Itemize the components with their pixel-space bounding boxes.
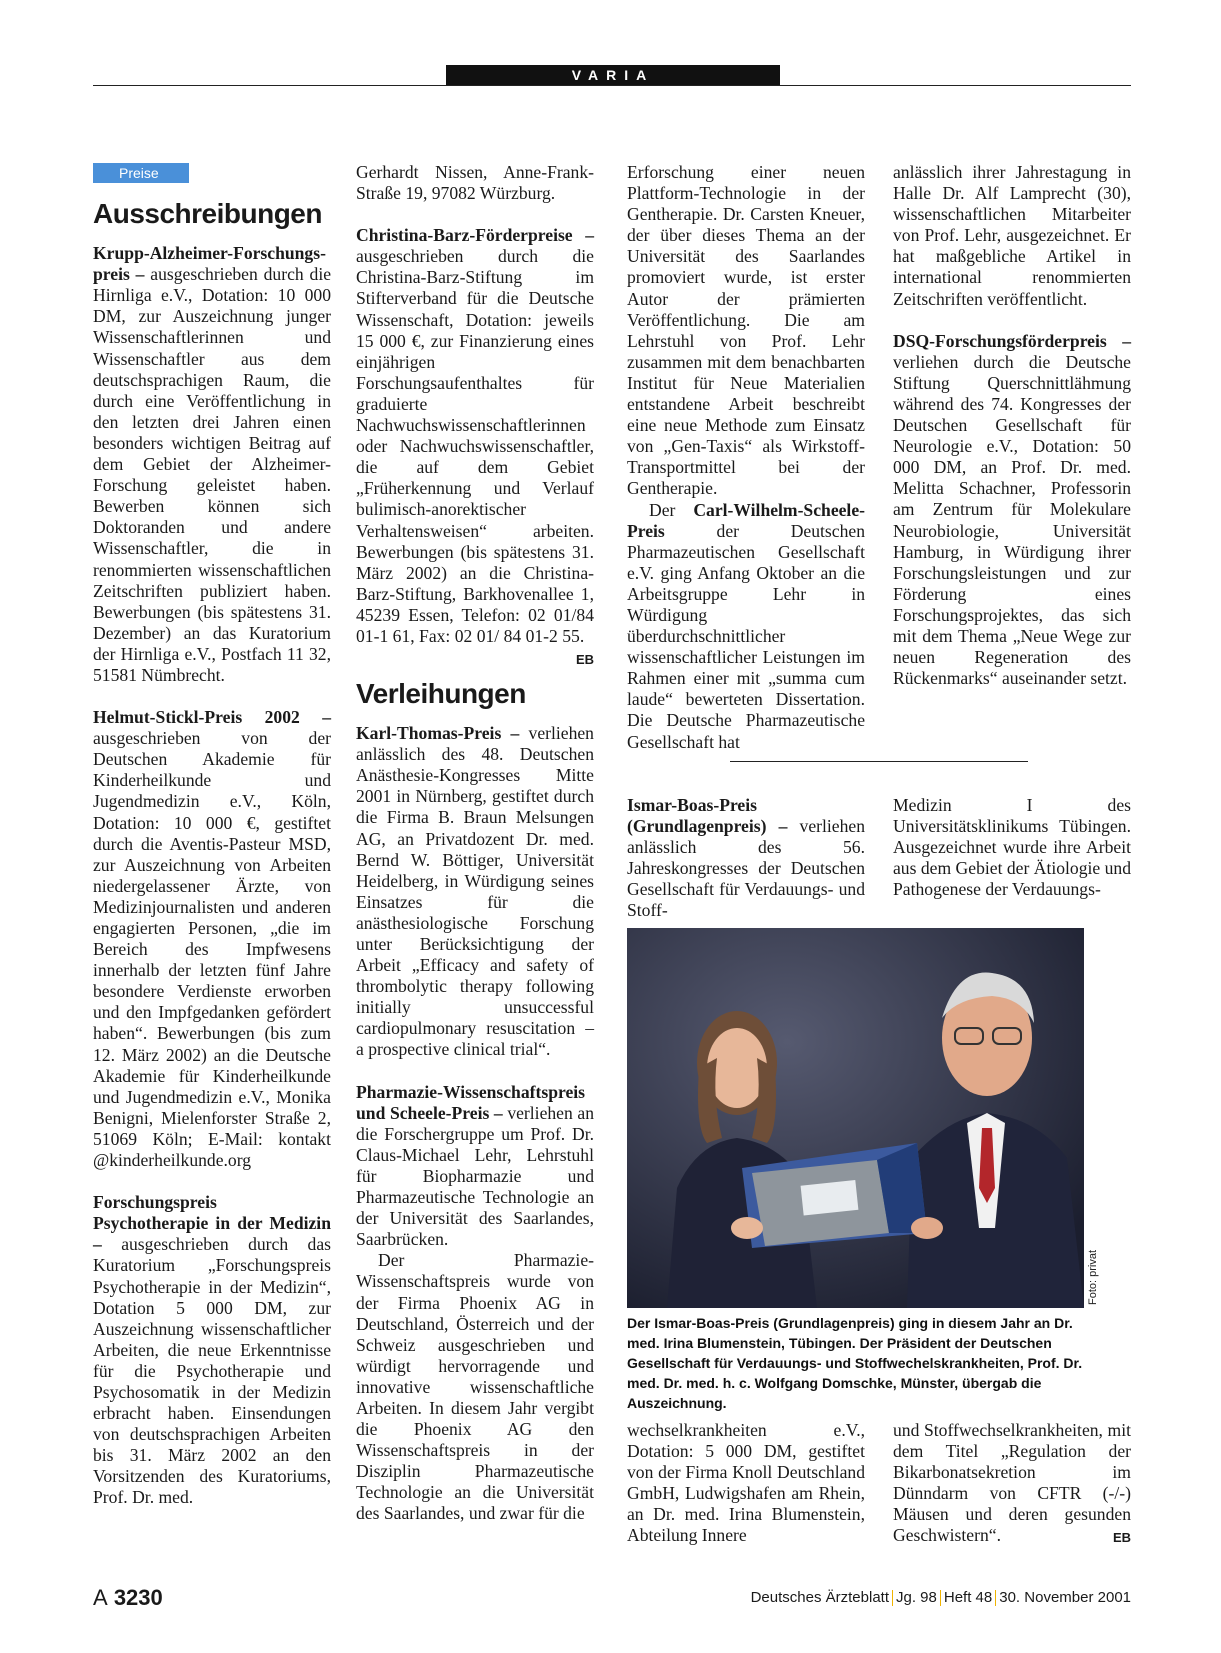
article-psychotherapie xyxy=(93,1192,331,1508)
award-photo xyxy=(627,928,1084,1308)
author-signature: EB xyxy=(1112,1530,1131,1546)
heading-verleihungen: Verleihungen xyxy=(356,678,526,710)
section-divider xyxy=(730,761,1028,762)
separator xyxy=(892,1590,893,1606)
article-text: verliehen durch die Deutsche Stiftung Querschnittlähmung während des 74. Kongresses der Deutschen Gesellschaft für Neurologie e.V., Dotation: 50 000 DM, an Prof. Dr. med. Melitta Schachner, Professorin am Zentrum für Molekulare Neurobiologie, Universität Hamburg, in Würdigung ihrer Forschungsleistungen und zur Förderung eines Forschungsprojektes, das sich mit dem Thema „Neue Wege zur neuen Regeneration des Rückenmarks“ auseinander setzt. xyxy=(893,351,1131,689)
article-karl-thomas xyxy=(356,723,594,1061)
article-text: ausgeschrieben durch die Hirnliga e.V., Dotation: 10 000 DM, zur Auszeichnung junger Wissenschaftlerinnen und Wissenschaftler aus dem deutschsprachigen Raum, die durch eine Veröffentlichung in den letzten drei Jahren einen besonders wichtigen Beitrag auf dem Gebiet der Alzheimer-Forschung geleistet haben. Bewerben können sich Doktoranden und andere Wissenschaftler, die in renommierten wissenschaftlichen Zeitschriften publiziert haben. Bewerbungen (bis spätestens 31. Dezember) an das Kuratorium der Hirnliga e.V., Postfach 11 32, 51581 Nümbrecht. xyxy=(93,264,332,685)
page-num: 3230 xyxy=(113,1585,163,1610)
column-2 xyxy=(356,162,594,1525)
article-continuation xyxy=(893,1420,1131,1547)
photo-credit: Foto: privat xyxy=(1087,1249,1099,1305)
column-4-bottom xyxy=(893,1420,1131,1549)
article-continuation: anlässlich ihrer Jahrestagung in Halle Dr. Alf Lamprecht (30), wissenschaftlichen Mitarbeiter von Prof. Lehr, ausgezeichnet. Er hat maßgebliche Artikel in international renommierten Zeitschriften veröffentlicht. xyxy=(893,162,1131,309)
article-title: Krupp-Alzheimer-Forschungspreis – xyxy=(93,243,326,285)
article-title: Forschungspreis Psychotherapie in der Medizin – xyxy=(93,1192,331,1255)
article-title: Helmut-Stickl-Preis 2002 – xyxy=(93,707,331,728)
article-title: DSQ-Forschungsförderpreis – xyxy=(893,330,1131,351)
photo-caption: Der Ismar-Boas-Preis (Grundlagenpreis) ging in diesem Jahr an Dr. med. Irina Blumenstein, Tübingen. Der Präsident der Deutschen Gesellschaft für Verdauungs- und Stoffwechelskrankheiten, Prof. Dr. med. Dr. med. h. c. Wolfgang Domschke, Münster, übergab die Auszeichnung. xyxy=(627,1315,1083,1411)
category-tag: Preise xyxy=(93,163,189,183)
article-text: ausgeschrieben durch das Kuratorium „Forschungspreis Psychotherapie in der Medizin“, Dotation 5 000 DM, zur Auszeichnung wissenschaftlicher Arbeiten, die neue Erkenntnisse für die Psychotherapie und Psychosomatik in der Medizin erbracht haben. Einsendungen von deutschsprachigen Arbeiten bis 31. März 2002 an den Vorsitzenden des Kuratoriums, Prof. Dr. med. xyxy=(93,1234,331,1508)
heading-ausschreibungen: Ausschreibungen xyxy=(93,198,322,230)
issue-date: 30. November 2001 xyxy=(999,1589,1131,1606)
article-barz xyxy=(356,225,594,668)
article-text: verliehen an die Forschergruppe um Prof. Dr. Claus-Michael Lehr, Lehrstuhl für Biopharmazie und Pharmazeutische Technologie an der Universität des Saarlandes, Saarbrücken. xyxy=(356,1102,594,1250)
article-text: verliehen anlässlich des 48. Deutschen Anästhesie-Kongresses Mitte 2001 in Nürnberg, gestiftet durch die Firma B. Braun Melsungen AG, an Privatdozent Dr. med. Bernd W. Böttiger, Universität Heidelberg, in Würdigung seines Einsatzes für die anästhesiologische Forschung unter Berücksichtigung der Arbeit „Efficacy and safety of thrombolytic therapy following initially unsuccessful cardiopulmonary resuscitation – a prospective clinical trial“. xyxy=(356,723,594,1060)
separator xyxy=(940,1590,941,1606)
journal-name: Deutsches Ärzteblatt xyxy=(750,1589,889,1606)
column-1 xyxy=(93,162,331,1509)
article-dsq xyxy=(893,331,1131,690)
article-stickl xyxy=(93,707,331,1171)
article-pharmazie xyxy=(356,1082,594,1251)
article-pharmazie-cont: Der Pharmazie-Wissenschaftspreis wurde von der Firma Phoenix AG in Deutschland, Österreich und der Schweiz ausgeschrieben und würdigt hervorragende und innovative wissenschaftliche Arbeiten. In diesem Jahr vergibt die Phoenix AG den Wissenschaftspreis in der Disziplin Pharmazeutische Technologie an die Universität des Saarlandes, und zwar für die xyxy=(356,1250,594,1524)
article-title: Christina-Barz-Förderpreise – xyxy=(356,225,594,246)
article-continuation: wechselkrankheiten e.V., Dotation: 5 000 DM, gestiftet von der Firma Knoll Deutschland GmbH, Ludwigshafen am Rhein, an Dr. med. Irina Blumenstein, Abteilung Innere xyxy=(627,1420,865,1546)
header-rule xyxy=(93,85,1131,86)
article-text: der Deutschen Pharmazeutischen Gesellschaft e.V. ging Anfang Oktober an die Arbeitsgruppe Lehr in Würdigung überdurchschnittlicher wissenschaftlicher Leistungen im Rahmen einer mit „summa cum laude“ bewerteten Dissertation. Die Deutsche Pharmazeutische Gesellschaft hat xyxy=(627,520,865,752)
column-3 xyxy=(627,162,865,753)
article-title: Pharmazie-Wissenschaftspreis und Scheele-Preis – xyxy=(356,1081,586,1123)
article-text: verliehen anlässlich des 56. Jahreskongresses der Deutschen Gesellschaft für Verdauungs- und Stoff- xyxy=(627,816,865,921)
article-text: ausgeschrieben durch die Christina-Barz-Stiftung im Stifterverband für die Deutsche Wissenschaft, Dotation: jeweils 15 000 €, zur Finanzierung eines einjährigen Forschungsaufenthaltes für graduierte Nachwuchswissenschaftlerinnen oder Nachwuchswissenschaftler, die auf dem Gebiet „Früherkennung und Verlauf bulimisch-anorektischer Verhaltensweisen“ arbeiten. Bewerbungen (bis spätestens 31. März 2002) an die Christina-Barz-Stiftung, Barkhovenallee 1, 45239 Essen, Telefon: 02 01/84 01-1 61, Fax: 02 01/ 84 01-2 55. xyxy=(356,246,594,646)
page-prefix: A xyxy=(93,1585,108,1610)
article-scheele xyxy=(627,500,865,753)
author-signature: EB xyxy=(575,652,594,668)
issue: Heft 48 xyxy=(943,1589,993,1606)
article-title: Carl-Wilhelm-Scheele-Preis xyxy=(627,499,865,541)
article-continuation: Medizin I des Universitätsklinikums Tübingen. Ausgezeichnet wurde ihre Arbeit aus dem Gebiet der Ätiologie und Pathogenese der Verdauungs- xyxy=(893,795,1131,900)
article-text: ausgeschrieben von der Deutschen Akademie für Kinderheilkunde und Jugendmedizin e.V., Köln, Dotation: 10 000 €, gestiftet durch die Aventis-Pasteur MSD, zur Auszeichnung von Arbeiten niedergelassener Ärzte, von Medizinjournalisten und anderen engagierten Personen, „die im Bereich des Impfwesens innerhalb der letzten fünf Jahre besondere Verdienste erworben und den Impfgedanken gefördert haben“. Bewerbungen (bis zum 12. März 2002) an die Deutsche Akademie für Kinderheilkunde und Jugendmedizin e.V., Monika Benigni, Mielenforster Straße 2, 51069 Köln; E-Mail: kontakt @kinderheilkunde.org xyxy=(93,728,331,1171)
article-continuation: Erforschung einer neuen Plattform-Technologie in der Gentherapie. Dr. Carsten Kneuer, der über dieses Thema an der Universität des Saarlandes promoviert wurde, ist erster Autor der prämierten Veröffentlichung. Die am Lehrstuhl von Prof. Lehr zusammen mit dem benachbarten Institut für Neue Materialien entstandene Arbeit beschreibt eine neue Methode zum Einsatz von „Gen-Taxis“ als Wirkstoff-Transportmittel bei der Gentherapie. xyxy=(627,162,865,499)
photo-illustration xyxy=(627,928,1084,1308)
article-title: Ismar-Boas-Preis (Grundlagenpreis) – xyxy=(627,795,788,837)
article-ismar-boas xyxy=(627,795,865,922)
separator xyxy=(995,1590,996,1606)
section-banner: VARIA xyxy=(446,65,780,85)
article-krupp xyxy=(93,243,331,686)
article-lead: Der xyxy=(649,499,694,520)
column-3-bottom xyxy=(627,1420,865,1547)
publication-info xyxy=(751,1589,1131,1606)
article-title: Karl-Thomas-Preis – xyxy=(356,723,520,744)
page-number xyxy=(93,1585,163,1611)
column-3-middle xyxy=(627,795,865,922)
column-4-middle xyxy=(893,795,1131,900)
volume: Jg. 98 xyxy=(896,1589,937,1606)
article-continuation: Gerhardt Nissen, Anne-Frank-Straße 19, 97082 Würzburg. xyxy=(356,162,594,204)
column-4 xyxy=(893,162,1131,689)
article-text: und Stoffwechselkrankheiten, mit dem Titel „Regulation der Bikarbonatsekretion im Dünndarm von CFTR (-/-) Mäusen und deren gesunden Geschwistern“. xyxy=(893,1420,1131,1546)
